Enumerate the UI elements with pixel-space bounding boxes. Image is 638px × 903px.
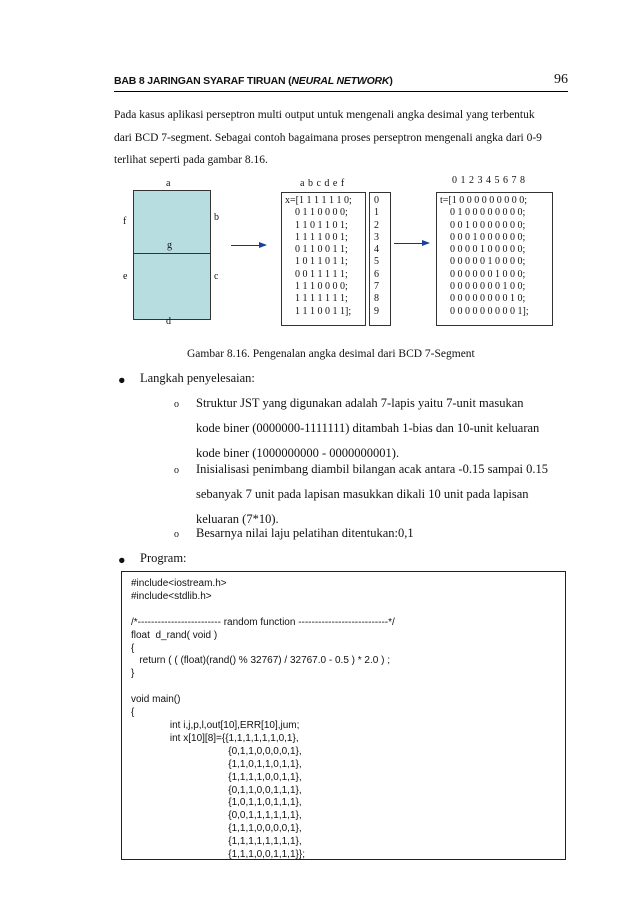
sub-item [196, 521, 560, 546]
input-row: x=[1 1 1 1 1 1 0; [285, 195, 352, 206]
input-row: 1 1 0 1 1 0 1; [285, 219, 348, 231]
sub-item-line: Besarnya nilai laju pelatihan ditentukan:0,1 [196, 526, 414, 540]
header-title-suffix: ) [389, 75, 393, 87]
output-row: 0 0 0 0 0 0 1 0 0 0; [440, 268, 526, 280]
digit-label: 6 [374, 268, 379, 280]
input-row: 1 1 1 0 0 0 0; [285, 281, 348, 293]
segment-label-e: e [123, 271, 128, 282]
digit-column [369, 192, 391, 326]
seven-segment-display [133, 190, 211, 320]
arrow-right-icon [394, 243, 428, 244]
digit-label: 3 [374, 231, 379, 243]
arrow-right-icon [231, 245, 265, 246]
intro-line: terlihat seperti pada gambar 8.16. [114, 154, 268, 166]
output-row: 0 1 0 0 0 0 0 0 0 0; [440, 207, 526, 219]
segment-divider [133, 253, 211, 254]
digit-label: 5 [374, 256, 379, 268]
segment-label-b: b [214, 212, 219, 223]
sub-item-line: kode biner (1000000000 - 0000000001). [196, 446, 400, 460]
digit-label: 0 [374, 195, 379, 206]
sub-bullet-icon: o [174, 465, 179, 476]
page-number: 96 [554, 72, 568, 87]
header-title-italic: NEURAL NETWORK [291, 75, 390, 87]
segment-label-f: f [123, 216, 127, 227]
input-row: 1 1 1 1 0 0 1; [285, 231, 348, 243]
intro-paragraph [114, 104, 568, 172]
sub-bullet-icon: o [174, 529, 179, 540]
chapter-header [114, 75, 393, 87]
code-text: #include<iostream.h> #include<stdlib.h> /*------------------------- random function ---------------------------*/ float d_rand( void ) { return ( ( (float)(rand() % 32767) / 32767.0 - 0.5 ) * 2.0 ) ; } void main() { int i,j,p,l,out[10],ERR[10],jum; int x[10][8]={{1,1,1,1,1,1,0,1}, {0,1,1,0,0,0,0,1}, {1,1,0,1,1,0,1,1}, {1,1,1,1,0,0,1,1}, {0,1,1,0,0,1,1,1}, {1,0,1,1,0,1,1,1}, {0,0,1,1,1,1,1,1}, {1,1,1,0,0,0,0,1}, {1,1,1,1,1,1,1,1}, {1,1,1,0,0,1,1,1}}; [131, 578, 395, 861]
bullet-list [118, 369, 568, 569]
intro-line: Pada kasus aplikasi perseptron multi output untuk mengenali angka desimal yang terbentuk [114, 109, 535, 121]
input-row: 0 1 1 0 0 0 0; [285, 207, 348, 219]
digit-label: 7 [374, 281, 379, 293]
sub-item-line: Struktur JST yang digunakan adalah 7-lapis yaitu 7-unit masukan [196, 396, 524, 410]
digit-label: 4 [374, 244, 379, 256]
segment-label-a: a [166, 178, 171, 189]
bullet-icon: ● [118, 373, 126, 387]
input-column-header: a b c d e f [300, 178, 345, 189]
sub-item-line: kode biner (0000000-1111111) ditambah 1-bias dan 10-unit keluaran [196, 421, 540, 435]
sub-item-line: sebanyak 7 unit pada lapisan masukkan dikali 10 unit pada lapisan [196, 487, 529, 501]
figure-caption: Gambar 8.16. Pengenalan angka desimal dari BCD 7-Segment [187, 348, 475, 360]
digit-label: 1 [374, 207, 379, 219]
segment-label-d: d [166, 316, 171, 327]
output-row: 0 0 0 1 0 0 0 0 0 0; [440, 231, 526, 243]
input-row: 1 1 1 1 1 1 1; [285, 293, 348, 305]
bullet-program: Program: [140, 551, 187, 565]
segment-label-c: c [214, 271, 219, 282]
sub-item-line: keluaran (7*10). [196, 512, 279, 526]
input-matrix [281, 192, 366, 326]
output-row: 0 0 0 0 0 1 0 0 0 0; [440, 256, 526, 268]
output-row: 0 0 0 0 1 0 0 0 0 0; [440, 244, 526, 256]
bullet-langkah: Langkah penyelesaian: [140, 371, 255, 385]
input-row: 0 0 1 1 1 1 1; [285, 268, 348, 280]
output-column-header: 0 1 2 3 4 5 6 7 8 [452, 175, 526, 186]
sub-item-line: Inisialisasi penimbang diambil bilangan acak antara -0.15 sampai 0.15 [196, 462, 548, 476]
segment-label-g: g [167, 240, 172, 251]
code-listing [121, 571, 566, 860]
output-row: 0 0 0 0 0 0 0 0 1 0; [440, 293, 526, 305]
digit-label: 2 [374, 219, 379, 231]
output-matrix [436, 192, 553, 326]
output-row: 0 0 1 0 0 0 0 0 0 0; [440, 219, 526, 231]
header-title-prefix: BAB 8 JARINGAN SYARAF TIRUAN ( [114, 75, 292, 87]
intro-line: dari BCD 7-segment. Sebagai contoh bagaimana proses perseptron mengenali angka dari 0-9 [114, 131, 542, 144]
input-row: 1 0 1 1 0 1 1; [285, 256, 348, 268]
output-row: t=[1 0 0 0 0 0 0 0 0 0; [440, 195, 528, 206]
output-row: 0 0 0 0 0 0 0 0 0 1]; [440, 305, 529, 317]
output-row: 0 0 0 0 0 0 0 1 0 0; [440, 281, 526, 293]
input-row: 1 1 1 0 0 1 1]; [285, 305, 352, 317]
header-divider [114, 91, 568, 92]
digit-label: 8 [374, 293, 379, 305]
input-row: 0 1 1 0 0 1 1; [285, 244, 348, 256]
sub-bullet-icon: o [174, 399, 179, 410]
sub-item [196, 391, 560, 466]
bullet-icon: ● [118, 553, 126, 567]
digit-label: 9 [374, 305, 379, 317]
